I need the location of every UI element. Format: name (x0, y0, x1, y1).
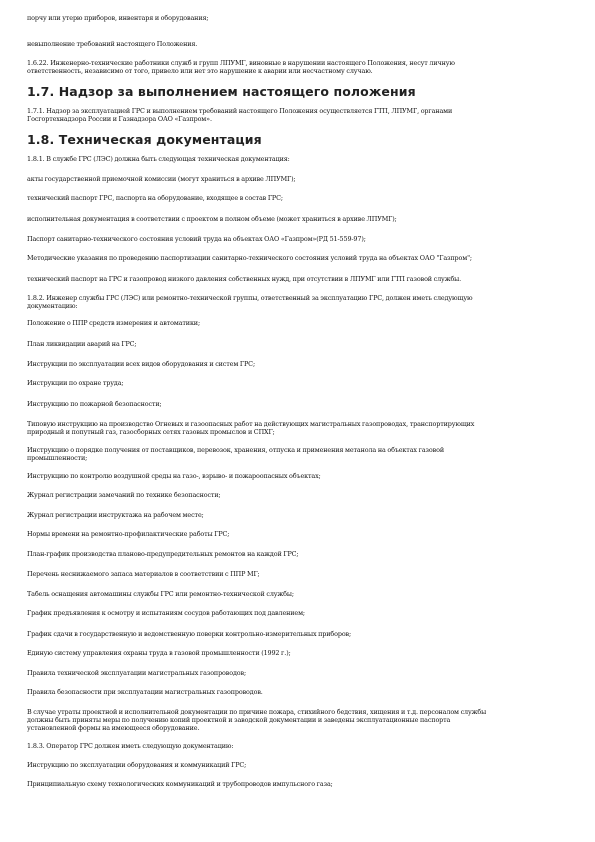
paragraph: Правила технической эксплуатации магистральных газопроводов; (27, 669, 247, 678)
document-page (27, 14, 562, 788)
paragraph: График сдачи в государственную и ведомственную поверки контрольно-измерительных приборов; (27, 629, 352, 638)
paragraph: Нормы времени на ремонтно-профилактические работы ГРС; (27, 530, 230, 539)
paragraph: Инструкцию по контролю воздушной среды на газо-, взрыво- и пожароопасных объектах; (27, 472, 321, 481)
paragraph: График предъявления к осмотру и испытаниям сосудов работающих под давлением; (27, 609, 305, 618)
paragraph: Инструкцию о порядке получения от поставщиков, перевозок, хранения, отпуска и применения метанола на объектах газовой промышленности; (27, 445, 444, 462)
paragraph: Инструкцию по пожарной безопасности; (27, 399, 162, 408)
section-heading: 1.7. Надзор за выполнением настоящего положения (27, 84, 416, 100)
paragraph: План ликвидации аварий на ГРС; (27, 339, 137, 348)
paragraph: План-график производства планово-предупредительных ремонтов на каждой ГРС; (27, 550, 299, 559)
paragraph: Перечень неснижаемого запаса материалов в соответствии с ППР МГ; (27, 569, 260, 578)
paragraph: 1.6.22. Инженерно-технические работники служб и групп ЛПУМГ, виновные в нарушении настоящего Положения, несут личную ответственность, независимо от того, привело или нет это нарушение к аварии или несчастному случаю. (27, 58, 455, 75)
paragraph: В случае утраты проектной и исполнительной документации по причине пожара, стихийного бедствия, хищения и т.д. персоналом службы должны быть приняты меры по получению копий проектной и заводской документации и заведены эксплуатационные паспорта установленной формы на имеющееся оборудование. (27, 707, 487, 733)
paragraph: Положение о ППР средств измерения и автоматики; (27, 319, 200, 328)
paragraph: Единую систему управления охраны труда в газовой промышленности (1992 г.); (27, 648, 291, 657)
paragraph: Табель оснащения автомашины службы ГРС или ремонтно-технической службы; (27, 589, 294, 598)
paragraph: порчу или утерю приборов, инвентаря и оборудования; (27, 14, 209, 22)
paragraph: 1.7.1. Надзор за эксплуатацией ГРС и выполнением требований настоящего Положения осуществляется ГТП, ЛПУМГ, органами Госгортехнадзора России и Газнадзора ОАО «Газпром». (27, 107, 453, 124)
paragraph: 1.8.2. Инженер службы ГРС (ЛЭС) или ремонтно-технической группы, ответственный за эксплуатацию ГРС, должен иметь следующую документацию: (27, 293, 473, 311)
paragraph: исполнительная документация в соответствии с проектом в полном объеме (может храниться в архиве ЛПУМГ); (27, 214, 397, 223)
paragraph: Типовую инструкцию на производство Огневых и газоопасных работ на действующих магистральных газопроводах, транспортирующих природный и попутный газ, газосборных сетях газовых промыслов и СПХГ; (27, 419, 475, 437)
paragraph: акты государственной приемочной комиссии (могут храниться в архиве ЛПУМГ); (27, 175, 296, 184)
paragraph: Методические указания по проведению паспортизации санитарно-технического состояния условий труда на объектах ОАО "Газпром"; (27, 254, 472, 263)
paragraph: технический паспорт ГРС, паспорта на оборудование, входящее в состав ГРС; (27, 194, 283, 203)
paragraph: Журнал регистрации замечаний по технике безопасности; (27, 491, 221, 500)
paragraph: Инструкции по охране труда; (27, 379, 124, 388)
paragraph: невыполнение требований настоящего Положения. (27, 40, 198, 49)
paragraph: технический паспорт на ГРС и газопровод низкого давления собственных нужд, при отсутствии в ЛПУМГ или ГТП газовой службы. (27, 274, 462, 283)
paragraph: 1.8.1. В службе ГРС (ЛЭС) должна быть следующая техническая документация: (27, 154, 290, 163)
paragraph: Инструкцию по эксплуатации оборудования и коммуникаций ГРС; (27, 760, 247, 769)
paragraph: Инструкции по эксплуатации всех видов оборудования и систем ГРС; (27, 360, 255, 369)
paragraph: Журнал регистрации инструктажа на рабочем месте; (27, 510, 204, 519)
paragraph: Паспорт санитарно-технического состояния условий труда на объектах ОАО «Газпром»(РД 51-559-97); (27, 234, 366, 243)
paragraph: 1.8.3. Оператор ГРС должен иметь следующую документацию: (27, 741, 234, 750)
section-heading: 1.8. Техническая документация (27, 131, 262, 147)
paragraph: Правила безопасности при эксплуатации магистральных газопроводов. (27, 688, 263, 697)
paragraph: Принципиальную схему технологических коммуникаций и трубопроводов импульсного газа; (27, 780, 333, 789)
